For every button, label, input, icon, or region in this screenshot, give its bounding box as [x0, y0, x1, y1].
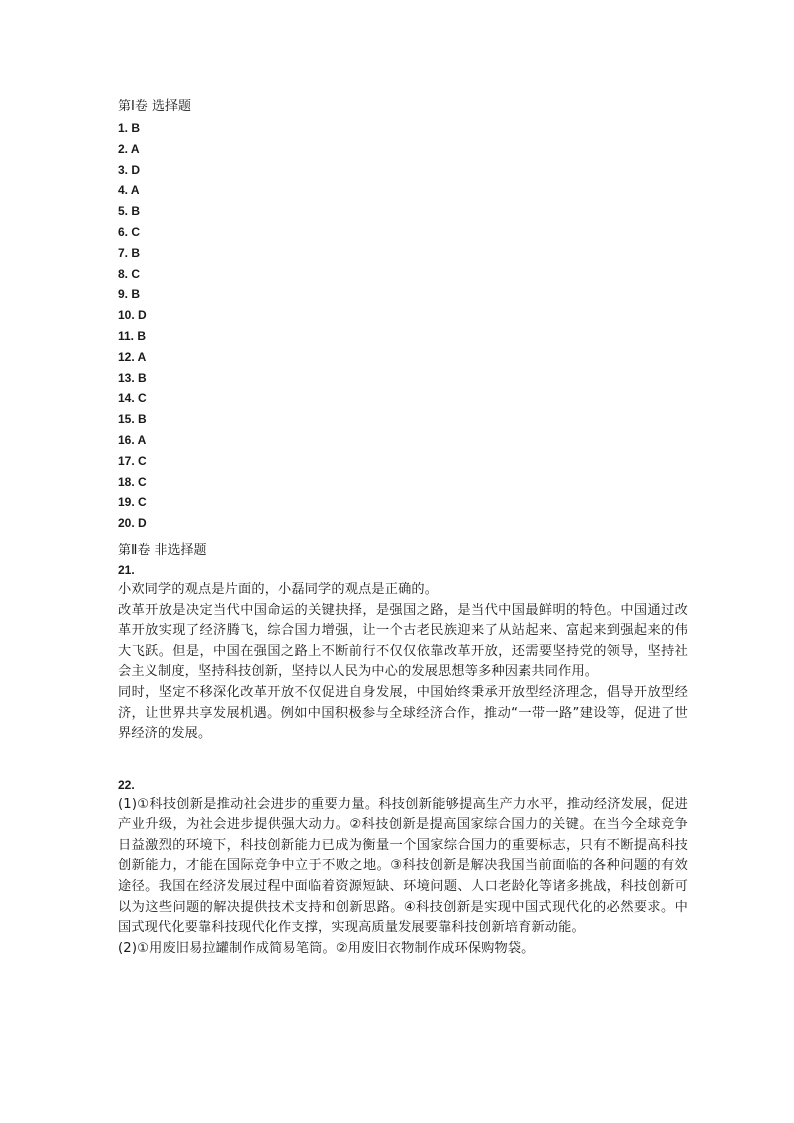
answer-item: 20. D [118, 516, 147, 531]
section2 [118, 542, 688, 960]
answer-item: 18. C [118, 474, 147, 489]
section1-title: 第Ⅰ卷 选择题 [118, 99, 191, 114]
question-21-paragraph: 小欢同学的观点是片面的，小磊同学的观点是正确的。 [118, 581, 439, 597]
question-22-part-2: (2)①用废旧易拉罐制作成简易笔筒。②用废旧衣物制作成环保购物袋。 [118, 940, 535, 956]
answer-item: 19. C [118, 495, 147, 510]
question-21-paragraph: 改革开放是决定当代中国命运的关键抉择，是强国之路，是当代中国最鲜明的特色。中国通过改革开放实现了经济腾飞，综合国力增强，让一个古老民族迎来了从站起来、富起来到强起来的伟大飞跃。但是，中国在强国之路上不断前行不仅仅依靠改革开放，还需要坚持党的领导，坚持社会主义制度，坚持科技创新，坚持以人民为中心的发展思想等多种因素共同作用。 [118, 602, 688, 680]
question-21-number: 21. [118, 562, 135, 577]
answer-item: 9. B [118, 287, 141, 302]
answer-item: 15. B [118, 412, 147, 427]
answer-item: 1. B [118, 121, 141, 135]
answer-item: 2. A [118, 141, 140, 156]
answer-item: 5. B [118, 204, 141, 219]
answer-item: 3. D [118, 162, 141, 177]
answer-item: 4. A [118, 183, 140, 198]
answer-item: 6. C [118, 224, 141, 239]
answer-item: 12. A [118, 349, 147, 364]
answer-item: 14. C [118, 391, 147, 406]
answer-item: 13. B [118, 370, 147, 385]
question-22-part-1: (1)①科技创新是推动社会进步的重要力量。科技创新能够提高生产力水平，推动经济发展，促进产业升级，为社会进步提供强大动力。②科技创新是提高国家综合国力的关键。在当今全球竞争日益激烈的环境下，科技创新能力已成为衡量一个国家综合国力的重要标志，只有不断提高科技创新能力，才能在国际竞争中立于不败之地。③科技创新是解决我国当前面临的各种问题的有效途径。我国在经济发展过程中面临着资源短缺、环境问题、人口老龄化等诸多挑战，科技创新可以为这些问题的解决提供技术支持和创新思路。④科技创新是实现中国式现代化的必然要求。中国式现代化要靠科技现代化作支撑，实现高质量发展要靠科技创新培育新动能。 [118, 796, 688, 936]
choice-answer-list [118, 118, 688, 534]
section2-title: 第Ⅱ卷 非选择题 [118, 542, 207, 558]
answer-item: 10. D [118, 308, 147, 323]
answer-item: 17. C [118, 453, 147, 468]
question-22 [118, 775, 688, 960]
question-21-paragraph: 同时，坚定不移深化改革开放不仅促进自身发展，中国始终秉承开放型经济理念，倡导开放型经济，让世界共享发展机遇。例如中国积极参与全球经济合作，推动“一带一路”建设等，促进了世界经济的发展。 [118, 684, 688, 742]
question-21 [118, 560, 688, 745]
answer-item: 11. B [118, 328, 147, 343]
answer-sheet-page [118, 98, 688, 959]
question-22-number: 22. [118, 777, 135, 792]
answer-item: 8. C [118, 266, 141, 281]
spacer [118, 745, 688, 775]
answer-item: 7. B [118, 245, 141, 260]
answer-item: 16. A [118, 432, 147, 447]
